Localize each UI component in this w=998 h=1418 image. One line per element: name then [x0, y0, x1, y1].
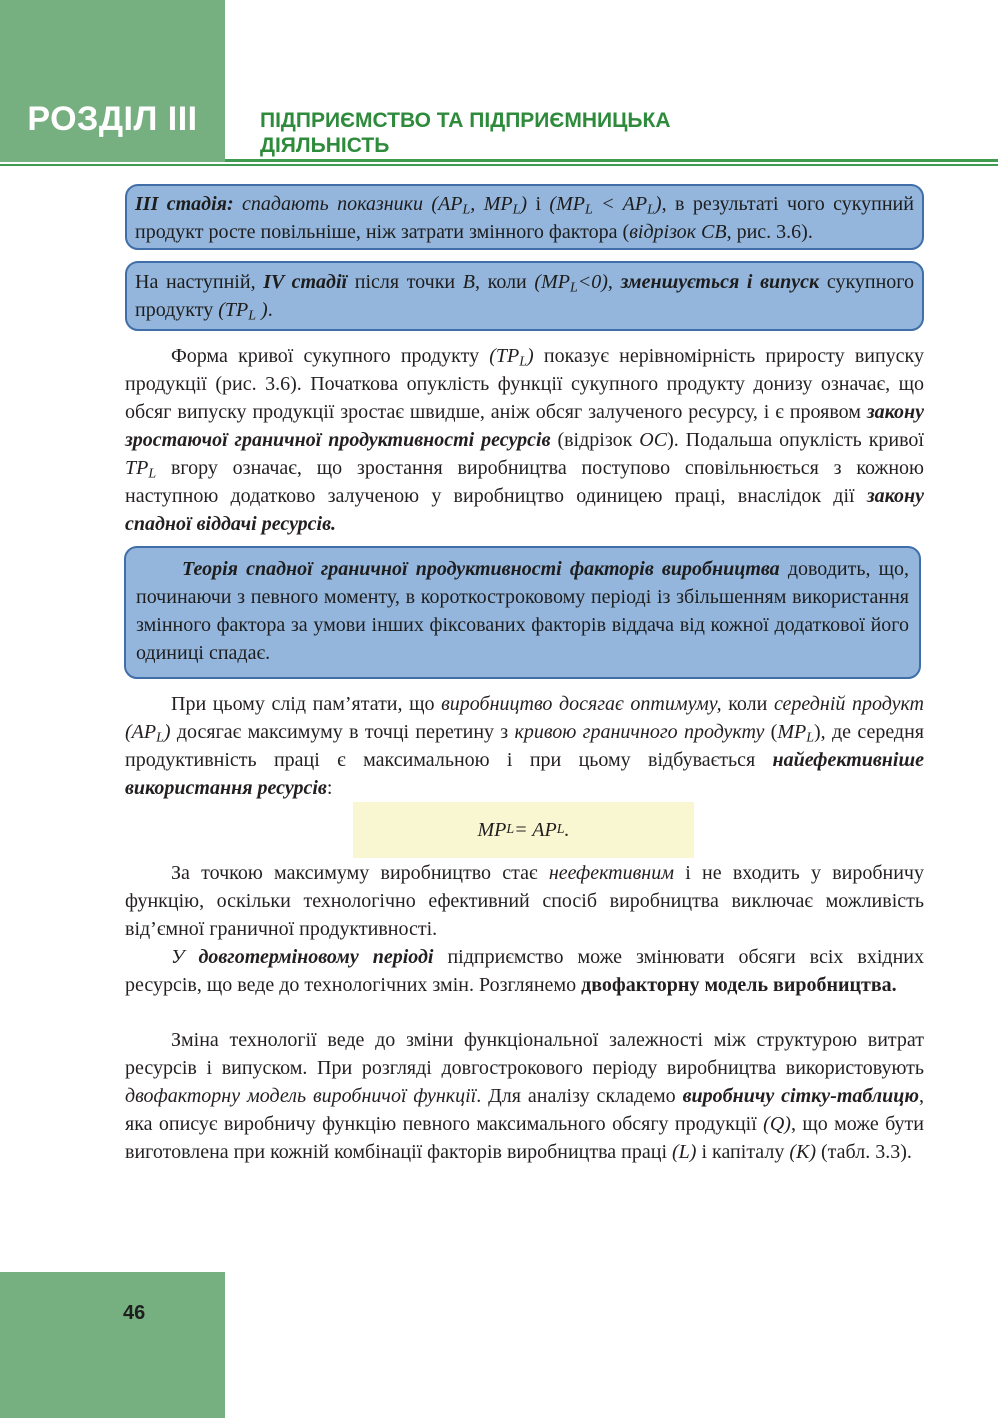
chapter-title-line-1: ПІДПРИЄМСТВО ТА ПІДПРИЄМНИЦЬКА [260, 109, 671, 132]
section-label: РОЗДІЛ ІІІ [27, 100, 198, 138]
stage-4-label: IV стадії [263, 271, 348, 293]
text-run: . [267, 299, 273, 321]
text-run: спадають показники ($AP_L$, $MP_L$) [233, 193, 528, 218]
paragraph-technology-change: Зміна технології веде до зміни функціональної залежності між структурою витрат ресурсів і випуском. При розгляді довгострокового періоду виробництва використовують двофакторну модель виробничої функції. Для аналізу складемо виробничу сітку-таблицю, яка описує виробничу функцію певного максимального обсягу продукції (Q), що може бути виготовлена при кожній комбінації факторів виробництва праці (L) і капіталу (K) (табл. 3.3). [125, 1029, 924, 1163]
text-run: зменшується і випуск [620, 271, 820, 293]
text-run: , в результаті чого сукупний продукт росте повільніше, ніж затрати змінного фактора ( [135, 193, 914, 243]
paragraph-long-term: У довготерміновому періоді підприємство може змінювати обсяги всіх вхідних ресурсів, що веде до технологічних змін. Розглянемо двофакторну модель виробництва. [125, 946, 924, 996]
text-run: ($TP_L$ ) [218, 299, 268, 324]
text-run: , рис. 3.6). [726, 221, 813, 243]
footer-sidebar-block [0, 1272, 225, 1418]
text-run: На наступній, [135, 271, 264, 293]
formula-mp-equals-ap: MP L = AP L . [353, 802, 694, 858]
text-run: B [462, 271, 475, 293]
paragraph-total-product-curve: Форма кривої сукупного продукту $(TP_L)$ показує нерівномірність приросту випуску продукції (рис. 3.6). Початкова опуклість функції сукупного продукту донизу означає, що обсяг випуску продукції зростає швидше, аніж обсяг залученого ресурсу, і є проявом закону зростаючої граничної продуктивності ресурсів (відрізок ОС). Подальша опуклість кривої $TP_L$ вгору означає, що зростання виробництва поступово сповільнюється з кожною наступною додатково залученою у виробництво одиницею праці, внаслідок дії закону спадної віддачі ресурсів. [125, 345, 924, 535]
paragraph-beyond-maximum: За точкою максимуму виробництво стає неефективним і не входить у виробничу функцію, оскільки технологічно ефективний спосіб виробництва виключає можливість від’ємної граничної продуктивності. [125, 862, 924, 940]
header-rule-full [0, 164, 998, 166]
chapter-title [260, 108, 860, 158]
text-run: після точки [347, 271, 463, 293]
theory-box [124, 546, 921, 679]
stage-3-label: ІІІ стадія: [135, 193, 234, 215]
paragraph-optimum: При цьому слід пам’ятати, що виробництво досягає оптимуму, коли середній продукт $(AP_L)$ досягає максимуму в точці перетину з кривою граничного продукту $(MP_L)$, де середня продуктивність праці є максимальною і при цьому відбувається найефективніше використання ресурсів: [125, 693, 925, 799]
text-run: $(MP_L < AP_L)$ [549, 193, 662, 218]
text-run: сукупного продукту [135, 271, 915, 321]
header-rule [225, 159, 998, 162]
page-number: 46 [123, 1302, 146, 1324]
text-run: , коли [475, 271, 535, 293]
stage-3-box [125, 184, 924, 250]
theory-title: Теорія спадної граничної продуктивності факторів виробництва [182, 558, 780, 580]
theory-text: доводить, що, починаючи з певного моменту, в короткостроковому періоді із збільшенням використання змінного фактора за умови інших фіксованих факторів віддача від кожної додаткової його одиниці спадає. [136, 558, 910, 664]
text-run: $(MP_L<0)$, [534, 271, 621, 296]
text-run: і [527, 193, 550, 215]
text-run: відрізок СВ [629, 221, 727, 243]
stage-4-box [125, 261, 924, 331]
chapter-title-line-2: ДІЯЛЬНІСТЬ [260, 134, 390, 157]
